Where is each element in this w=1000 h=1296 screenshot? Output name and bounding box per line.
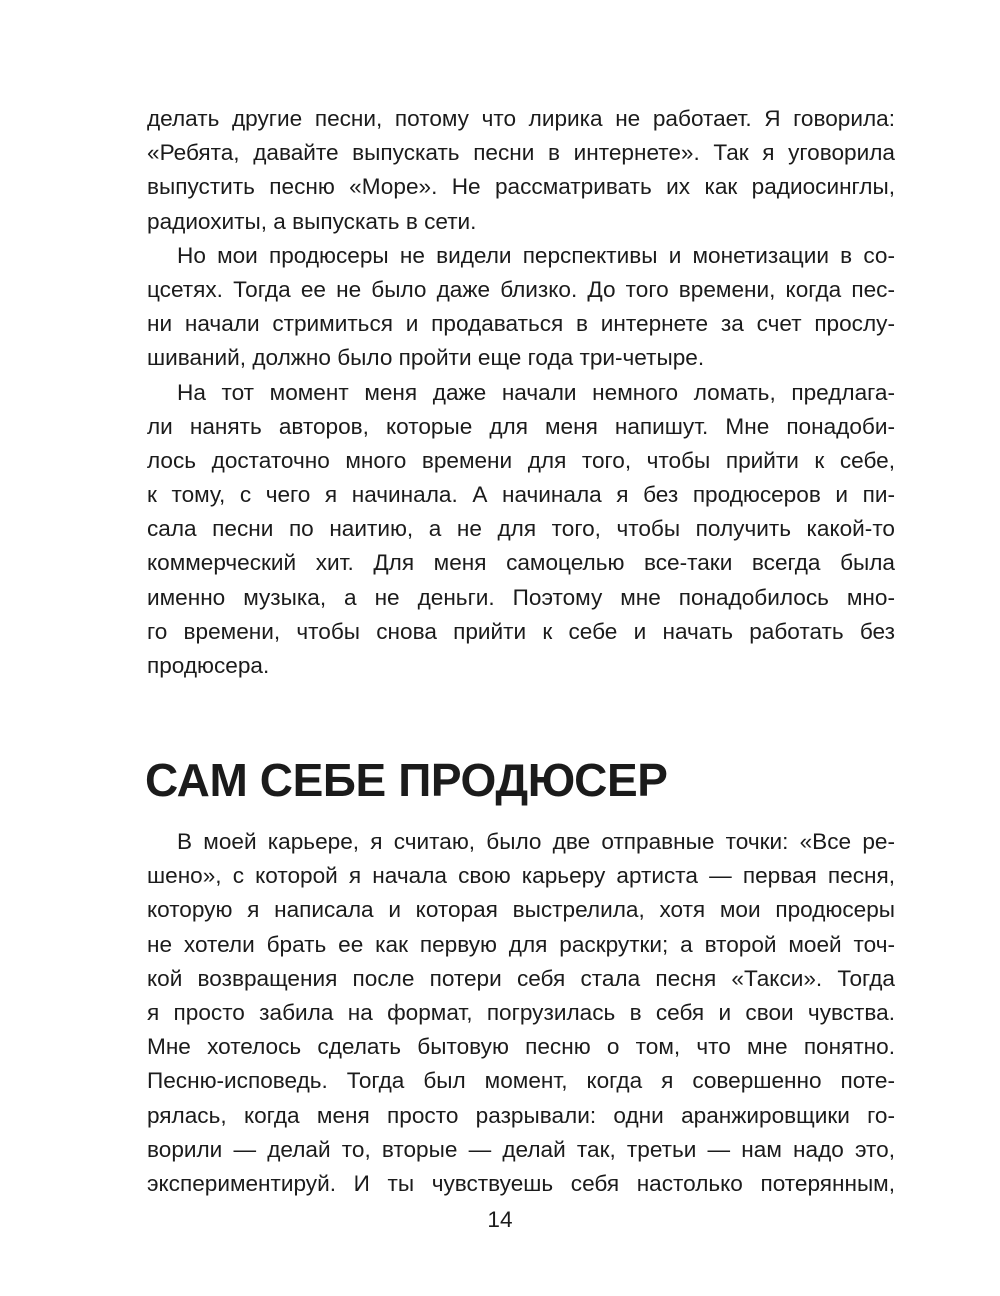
text-line: цсетях. Тогда ее не было даже близко. До того времени, когда пес- [147, 276, 895, 302]
text-line: продюсера. [147, 653, 270, 678]
text-line: которую я написала и которая выстрелила, хотя мои продюсеры [147, 897, 895, 923]
text-line: я просто забила на формат, погрузилась в себя и свои чувства. [147, 999, 895, 1025]
text-line: шено», с которой я начала свою карьеру артиста — первая песня, [147, 863, 895, 889]
text-line: ворили — делай то, вторые — делай так, третьи — нам надо это, [147, 1136, 895, 1162]
text-line: именно музыка, а не деньги. Поэтому мне понадобилось мно- [147, 584, 895, 610]
text-line: не хотели брать ее как первую для раскрутки; а второй моей точ- [147, 931, 895, 957]
text-line: В моей карьере, я считаю, было две отправные точки: «Все ре- [177, 829, 895, 854]
text-line: «Ребята, давайте выпускать песни в интернете». Так я уговорила [147, 140, 895, 166]
text-line: го времени, чтобы снова прийти к себе и начать работать без [147, 618, 895, 644]
section-heading: САМ СЕБЕ ПРОДЮСЕР [145, 754, 668, 806]
text-line: сала песни по наитию, а не для того, чтобы получить какой-то [147, 516, 895, 542]
text-line: ли нанять авторов, которые для меня напишут. Мне понадоби- [147, 413, 895, 439]
text-line: радиохиты, а выпускать в сети. [147, 208, 477, 234]
text-line: Но мои продюсеры не видели перспективы и монетизации в со- [177, 242, 895, 268]
text-line: Песню-исповедь. Тогда был момент, когда я совершенно поте- [147, 1068, 895, 1094]
text-line: делать другие песни, потому что лирика не работает. Я говорила: [147, 106, 895, 131]
page-number: 14 [487, 1207, 513, 1232]
body-text-bottom [147, 825, 895, 1201]
body-text-top [147, 102, 895, 683]
text-line: коммерческий хит. Для меня самоцелью все-таки всегда была [147, 550, 895, 576]
text-line: лось достаточно много времени для того, чтобы прийти к себе, [147, 447, 895, 473]
text-line: шиваний, должно было пройти еще года три-четыре. [147, 345, 705, 371]
text-line: Мне хотелось сделать бытовую песню о том, что мне понятно. [147, 1034, 895, 1060]
text-line: ни начали стримиться и продаваться в интернете за счет прослу- [147, 311, 895, 337]
text-line: выпустить песню «Море». Не рассматривать их как радиосинглы, [147, 174, 895, 200]
text-line: к тому, с чего я начинала. А начинала я без продюсеров и пи- [147, 482, 895, 508]
text-line: рялась, когда меня просто разрывали: одни аранжировщики го- [147, 1102, 895, 1128]
text-line: кой возвращения после потери себя стала песня «Такси». Тогда [147, 965, 895, 991]
text-line: экспериментируй. И ты чувствуешь себя настолько потерянным, [147, 1170, 895, 1196]
text-line: На тот момент меня даже начали немного ломать, предлага- [177, 379, 895, 405]
